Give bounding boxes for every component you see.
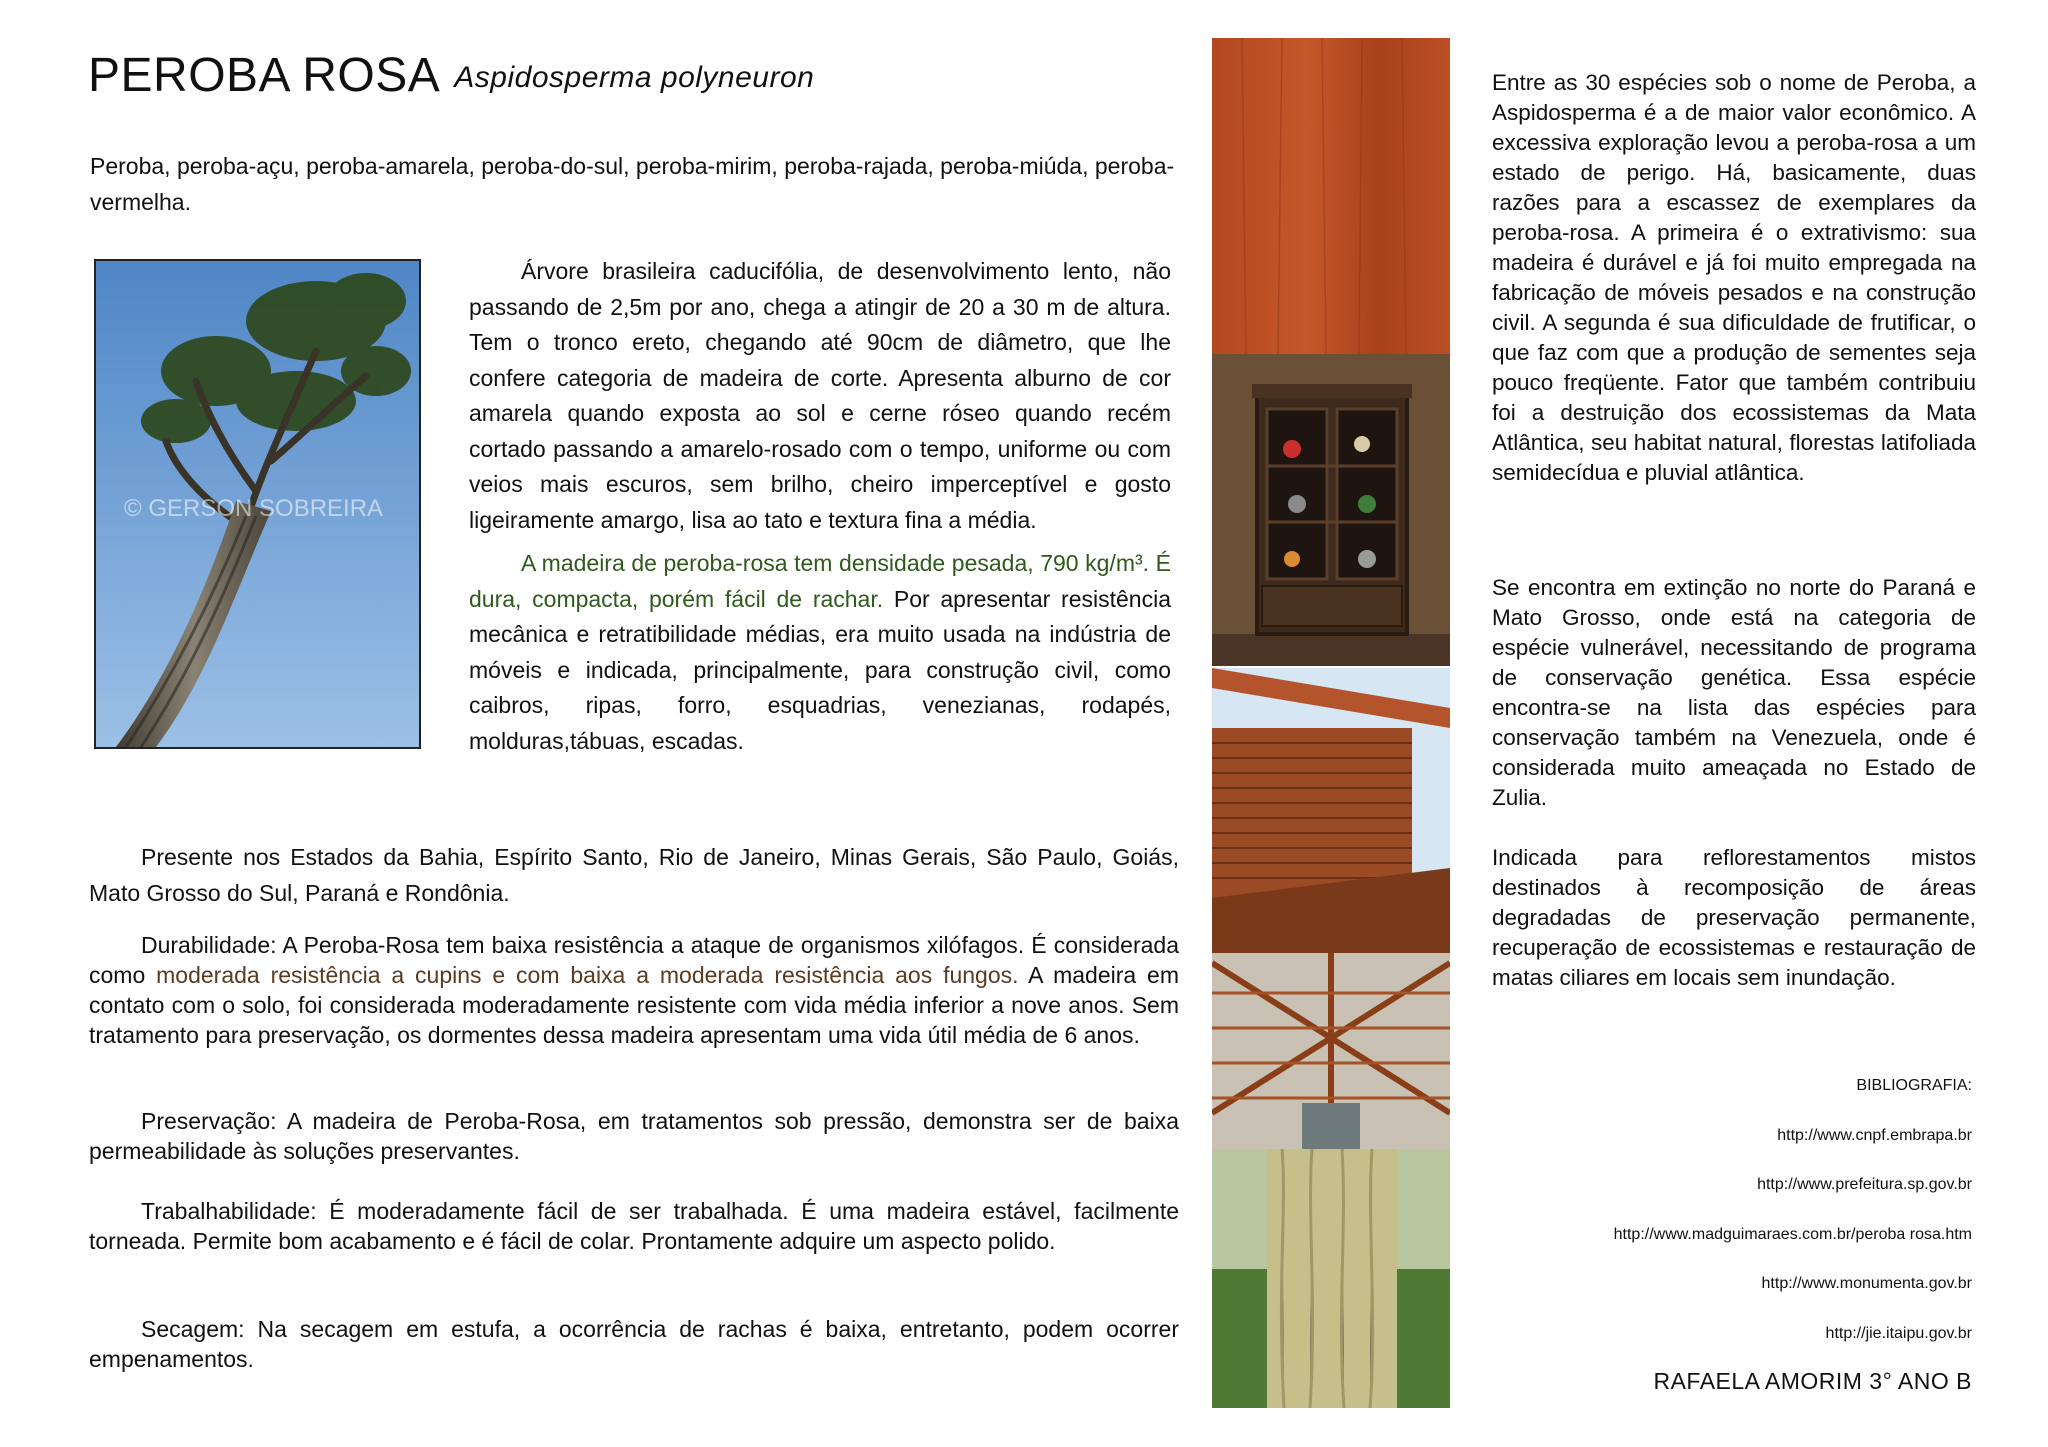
drying-paragraph: Secagem: Na secagem em estufa, a ocorrência de rachas é baixa, entretanto, podem ocorrer empenamentos. — [89, 1316, 1179, 1372]
bibliography-link: http://www.madguimaraes.com.br/peroba rosa.htm — [1613, 1225, 1972, 1243]
right-paragraph-3: Indicada para reflorestamentos mistos destinados à recomposição de áreas degradadas de preservação permanente, recuperação de ecossistemas e restauração de matas ciliares em locais sem inundação. — [1492, 845, 1976, 990]
bibliography-link: http://www.prefeitura.sp.gov.br — [1757, 1176, 1972, 1193]
house-facade-photo — [1212, 668, 1450, 953]
wood-grain-texture — [1212, 38, 1450, 354]
common-names: Peroba, peroba-açu, peroba-amarela, peroba-do-sul, peroba-mirim, peroba-rajada, peroba-miúda, peroba-vermelha. — [90, 153, 1175, 215]
bibliography-link: http://www.monumenta.gov.br — [1761, 1275, 1972, 1292]
tree-illustration — [96, 261, 419, 747]
cabinet-illustration — [1212, 354, 1450, 666]
roof-structure-photo — [1212, 953, 1450, 1149]
right-paragraph-2: Se encontra em extinção no norte do Paraná e Mato Grosso, onde está na categoria de espécie vulnerável, necessitando de programa de conservação genética. Essa espécie encontra-se na lista das espécies para conservação também na Venezuela, onde é considerada muito ameaçada no Estado de Zulia. — [1492, 575, 1976, 810]
scientific-name: Aspidosperma polyneuron — [454, 61, 815, 94]
title-main: PEROBA ROSA — [88, 49, 441, 102]
trunk-photo — [1212, 1149, 1450, 1408]
workability-paragraph: Trabalhabilidade: É moderadamente fácil de ser trabalhada. É uma madeira estável, facilmente torneada. Permite bom acabamento e é fácil de colar. Prontamente adquire um aspecto polido. — [89, 1198, 1179, 1254]
bibliography-heading: BIBLIOGRAFIA: — [1856, 1077, 1972, 1094]
description-block — [469, 254, 1171, 759]
durability-paragraph — [89, 930, 1179, 1050]
presence-paragraph: Presente nos Estados da Bahia, Espírito Santo, Rio de Janeiro, Minas Gerais, São Paulo, Goiás, Mato Grosso do Sul, Paraná e Rondônia. — [89, 844, 1179, 906]
density-paragraph — [469, 546, 1171, 759]
density-highlight: A madeira de peroba-rosa tem densidade pesada, 790 kg/m³. É dura, compacta, porém fácil de rachar. — [469, 550, 1171, 612]
durability-intro: Durabilidade: A Peroba-Rosa tem baixa resistência a ataque de organismos xilófagos. É considerada como — [89, 932, 1179, 988]
durability-rest: A madeira em contato com o solo, foi considerada moderadamente resistente com vida média inferior a nove anos. Sem tratamento para preservação, os dormentes dessa madeira apresentam uma vida útil média de 6 anos. — [89, 962, 1179, 1048]
page-title — [88, 48, 814, 103]
wood-grain-photo — [1212, 38, 1450, 354]
author-credit: RAFAELA AMORIM 3° ANO B — [1653, 1368, 1972, 1394]
house-facade-illustration — [1212, 668, 1450, 953]
preservation-paragraph: Preservação: A madeira de Peroba-Rosa, em tratamentos sob pressão, demonstra ser de baixa permeabilidade às soluções preservantes. — [89, 1108, 1179, 1164]
tree-description: Árvore brasileira caducifólia, de desenvolvimento lento, não passando de 2,5m por ano, chega a atingir de 20 a 30 m de altura. Tem o tronco ereto, chegando até 90cm de diâmetro, que lhe confere categoria de madeira de corte. Apresenta alburno de cor amarela quando exposta ao sol e cerne róseo quando recém cortado passando a amarelo-rosado com o tempo, uniforme ou com veios mais escuros, sem brilho, cheiro imperceptível e gosto ligeiramente amargo, lisa ao tato e textura fina a média. — [469, 258, 1171, 533]
bibliography-link: http://jie.itaipu.gov.br — [1825, 1324, 1972, 1342]
bibliography-link: http://www.cnpf.embrapa.br — [1777, 1126, 1972, 1144]
tree-photo — [94, 259, 421, 749]
trunk-illustration — [1212, 1149, 1450, 1408]
photo-watermark: © GERSON SOBREIRA — [124, 495, 384, 522]
right-paragraph-1: Entre as 30 espécies sob o nome de Peroba, a Aspidosperma é a de maior valor econômico. A excessiva exploração levou a peroba-rosa a um estado de perigo. Há, basicamente, duas razões para a escassez de exemplares da peroba-rosa. A primeira é o extrativismo: sua madeira é durável e já foi muito empregada na fabricação de móveis pesados e na construção civil. A segunda é sua dificuldade de frutificar, o que faz com que a produção de sementes seja pouco freqüente. Fator que também contribuiu foi a destruição dos ecossistemas da Mata Atlântica, seu habitat natural, florestas latifoliada semidecídua e pluvial atlântica. — [1492, 70, 1976, 485]
cabinet-photo — [1212, 354, 1450, 666]
roof-structure-illustration — [1212, 953, 1450, 1149]
durability-highlight: moderada resistência a cupins e com baixa a moderada resistência aos fungos. — [156, 962, 1019, 988]
bibliography — [1614, 1061, 1972, 1358]
uses-text: Por apresentar resistência mecânica e retratibilidade médias, era muito usada na indústria de móveis e indicada, principalmente, para construção civil, como caibros, ripas, forro, esquadrias, venezianas, rodapés, molduras,tábuas, escadas. — [469, 585, 1171, 754]
